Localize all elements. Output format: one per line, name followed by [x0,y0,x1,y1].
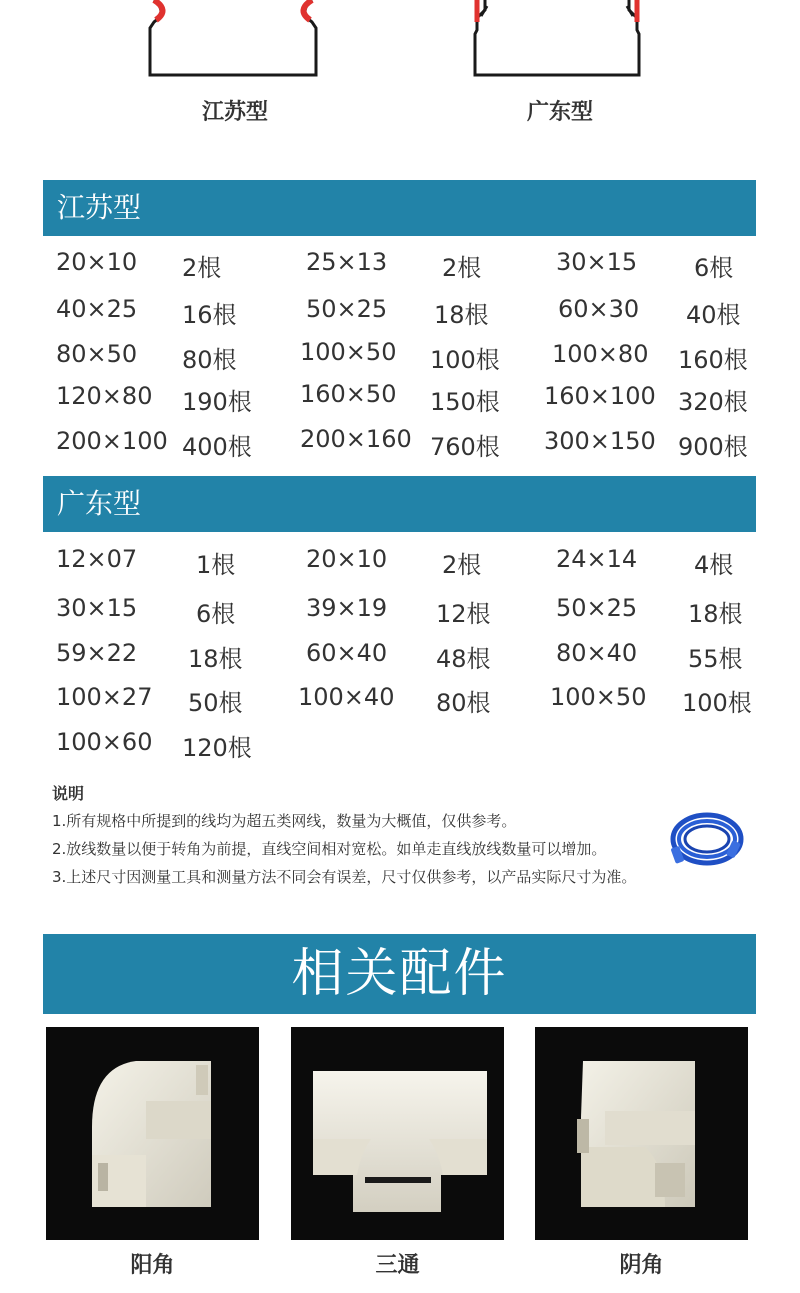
table-cell: 48根 [436,645,491,673]
note-item-3: 3.上述尺寸因测量工具和测量方法不同会有误差，尺寸仅供参考，以产品实际尺寸为准。 [52,868,637,886]
jiangsu-profile-label: 江苏型 [201,100,268,125]
table-cell: 60×40 [306,639,388,667]
table-cell: 320根 [678,388,748,416]
table-cell: 100×80 [552,340,649,368]
table-cell: 80×50 [56,340,138,368]
table-cell: 55根 [688,645,743,673]
table-cell: 100×27 [56,683,153,711]
table-cell: 760根 [430,433,500,461]
table-cell: 60×30 [558,295,640,323]
table-cell: 59×22 [56,639,138,667]
table-cell: 80×40 [556,639,638,667]
table-cell: 900根 [678,433,748,461]
note-item-2: 2.放线数量以便于转角为前提，直线空间相对宽松。如单走直线放线数量可以增加。 [52,840,607,858]
guangdong-profile-drawing [465,0,655,85]
accessory-photo-outer-corner [46,1027,259,1240]
table-cell: 40根 [686,301,741,329]
table-cell: 30×15 [556,248,638,276]
table-cell: 40×25 [56,295,138,323]
table-cell: 25×13 [306,248,388,276]
table-cell: 16根 [182,301,237,329]
table-cell: 2根 [442,551,482,579]
table-cell: 1根 [196,551,236,579]
section-header-jiangsu: 江苏型 [43,180,756,236]
table-cell: 100×50 [550,683,647,711]
accessory-photo-inner-corner [535,1027,748,1240]
table-cell: 50×25 [556,594,638,622]
table-cell: 100×60 [56,728,153,756]
table-cell: 150根 [430,388,500,416]
table-cell: 4根 [694,551,734,579]
note-item-1: 1.所有规格中所提到的线均为超五类网线，数量为大概值，仅供参考。 [52,812,517,830]
table-cell: 100根 [430,346,500,374]
table-cell: 18根 [188,645,243,673]
table-cell: 18根 [434,301,489,329]
table-cell: 200×100 [56,427,168,455]
table-cell: 6根 [196,600,236,628]
accessory-label-tee: 三通 [375,1253,420,1278]
table-cell: 160×50 [300,380,397,408]
table-cell: 100×40 [298,683,395,711]
table-cell: 80根 [182,346,237,374]
table-cell: 120×80 [56,382,153,410]
notes-title: 说明 [52,784,85,803]
table-cell: 190根 [182,388,252,416]
table-cell: 100根 [682,689,752,717]
table-cell: 12根 [436,600,491,628]
table-cell: 100×50 [300,338,397,366]
table-cell: 400根 [182,433,252,461]
accessories-header: 相关配件 [43,934,756,1014]
table-cell: 39×19 [306,594,388,622]
table-cell: 50×25 [306,295,388,323]
table-cell: 160×100 [544,382,656,410]
table-cell: 2根 [182,254,222,282]
section-header-guangdong: 广东型 [43,476,756,532]
table-cell: 20×10 [56,248,138,276]
guangdong-profile-label: 广东型 [526,100,593,125]
table-cell: 12×07 [56,545,138,573]
table-cell: 24×14 [556,545,638,573]
table-cell: 160根 [678,346,748,374]
jiangsu-profile-drawing [140,0,330,85]
table-cell: 2根 [442,254,482,282]
table-cell: 300×150 [544,427,656,455]
network-cable-image [665,805,750,877]
table-cell: 6根 [694,254,734,282]
accessory-photo-tee [291,1027,504,1240]
accessory-label-outer-corner: 阳角 [130,1253,175,1278]
table-cell: 18根 [688,600,743,628]
table-cell: 50根 [188,689,243,717]
table-cell: 80根 [436,689,491,717]
table-cell: 20×10 [306,545,388,573]
table-cell: 30×15 [56,594,138,622]
table-cell: 200×160 [300,425,412,453]
table-cell: 120根 [182,734,252,762]
accessory-label-inner-corner: 阴角 [619,1253,664,1278]
